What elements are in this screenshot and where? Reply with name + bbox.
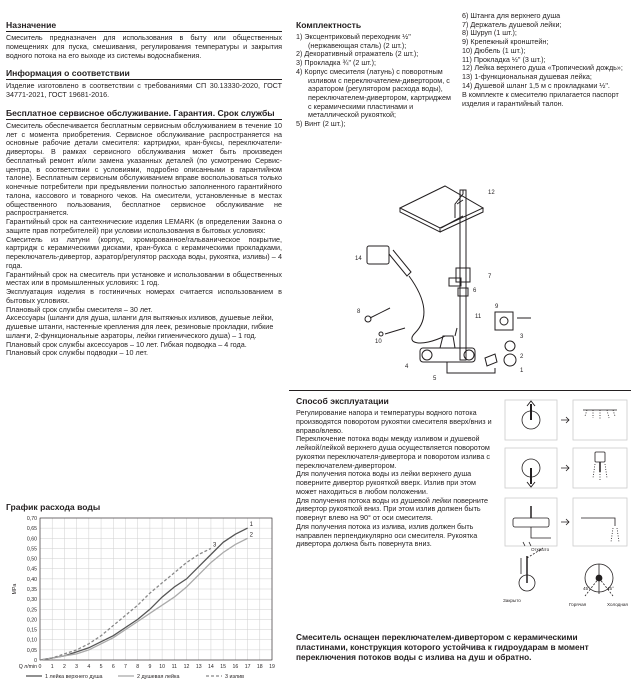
svg-text:1: 1 (520, 368, 524, 374)
chart-x-tick: 15 (220, 664, 227, 670)
completeness-section-right (462, 12, 628, 109)
chart-x-tick: 17 (244, 664, 251, 670)
flow-chart-svg (6, 514, 282, 680)
angle-left-label: 45° (583, 586, 590, 591)
completeness-item: 4) Корпус смесителя (латунь) с поворотным изливом с переключателем-дивертором, с аэратором (регулятором расхода воды), переключателем-дивертором, картриджем с керамическими пластинами и металлической рукояткой; (296, 66, 451, 120)
chart-x-tick: 5 (99, 664, 103, 670)
chart-y-tick: 0,25 (26, 607, 37, 614)
completeness-item: 8) Шуруп (1 шт.); (462, 28, 517, 38)
chart-y-tick: 0,60 (26, 536, 37, 543)
chart-y-tick: 0,40 (26, 576, 37, 583)
rain-shower-active-icon (573, 400, 627, 440)
chart-x-tick: 0 (38, 664, 42, 670)
completeness-section (296, 20, 456, 129)
operation-paragraph: Для получения потока воды из лейки верхнего душа поверните дивертор рукояткой вверх. Излив при этом может находиться в любом положении. (296, 469, 476, 496)
chart-y-tick: 0 (34, 658, 37, 664)
eccentric-icon (485, 341, 516, 366)
chart-y-tick: 0,30 (26, 597, 37, 604)
chart-x-tick: 9 (148, 664, 152, 670)
chart-y-tick: 0,10 (26, 637, 37, 644)
chart-x-tick: 14 (208, 664, 214, 670)
svg-text:9: 9 (495, 304, 499, 310)
chart-series-marker: 3 (212, 542, 217, 549)
svg-text:4: 4 (405, 364, 409, 370)
closed-label: Закрыто (503, 598, 521, 603)
completeness-title: Комплектность (296, 20, 362, 30)
completeness-list-right (462, 12, 628, 90)
svg-text:3: 3 (520, 334, 524, 340)
chart-y-tick: 0,05 (26, 647, 37, 654)
svg-text:14: 14 (355, 256, 362, 262)
completeness-note: В комплекте к смесителю прилагается паспорт изделия и гарантийный талон. (462, 90, 619, 109)
completeness-item: 13) 1-функциональная душевая лейка; (462, 71, 592, 81)
chart-x-tick: 12 (183, 664, 190, 670)
conformity-text: Изделие изготовлено в соответствии с требованиями СП 30.13330-2020, ГОСТ 34771-2021, ГОСТ 19681-2016. (6, 81, 282, 99)
chart-y-tick: 0,65 (26, 526, 37, 533)
chart-x-tick: 13 (195, 664, 202, 670)
chart-title: График расхода воды (6, 502, 101, 512)
svg-text:12: 12 (488, 190, 495, 196)
svg-text:8: 8 (357, 309, 361, 315)
completeness-item: 12) Лейка верхнего душа «Тропический дождь»; (462, 63, 623, 73)
warranty-paragraph: Плановый срок службы смесителя – 30 лет. (6, 304, 153, 314)
completeness-item: 14) Душевой шланг 1,5 м с прокладками ½". (462, 80, 610, 90)
warranty-paragraph: Гарантийный срок на сантехнические изделия LEMARK (в определении Закона о защите прав потребителей) при условии использования в бытовых условиях: (6, 217, 282, 235)
chart-y-tick: 0,35 (26, 587, 37, 593)
chart-y-tick: 0,45 (26, 566, 37, 573)
completeness-list-left (296, 33, 456, 129)
chart-x-tick: 4 (87, 664, 91, 670)
flow-chart (6, 502, 282, 680)
chart-x-tick: 10 (159, 664, 165, 670)
lever-open-close-icon (519, 548, 543, 591)
svg-text:11: 11 (475, 314, 482, 320)
lever-temperature-icon (585, 564, 613, 596)
completeness-item: 7) Держатель душевой лейки; (462, 19, 562, 29)
svg-text:6: 6 (473, 288, 477, 294)
hot-label: Горячая (569, 602, 587, 607)
diverter-note: Смеситель оснащен переключателем-дивертором с керамическими пластинами, конструкция которого устойчива к гидроударам в момент переключения потоков воды с излива на душ и обратно. (296, 632, 589, 663)
svg-text:7: 7 (488, 274, 492, 280)
completeness-item: 10) Дюбель (1 шт.); (462, 45, 526, 55)
fasteners-icon (365, 308, 531, 336)
chart-legend-label: 1 лейка верхнего душа (45, 674, 103, 680)
operation-paragraph: Для получения потока из излива, излив должен быть направлен перпендикулярно оси смесителя. Рукоятка дивертора должна быть повернута вниз. (296, 521, 478, 549)
chart-x-tick: 18 (256, 664, 263, 670)
conformity-title: Информация о соответствии (6, 68, 282, 80)
warranty-paragraph: Смеситель обеспечивается бесплатным сервисным обслуживанием в течение 10 лет с момента приобретения. Сервисное обслуживание распространяется на основные рабочие детали смесителя: картриджи, кран-буксы, переключатели-диверторы. В рамках сервисного обслуживания может быть произведен бесплатный ремонт и/или замена указанных деталей (по усмотрению Сервис-центра, в соответствии с условиями, подробно описанными в гарантийном талоне). Бесплатным сервисным обслуживанием вправе воспользоваться только конечные потребители при предъявлении полностью заполненного гарантийного талона, кассового и товарного чеков. На смесители, установленные в местах общественного пользования, бесплатное сервисное обслуживание не распространяется. (6, 120, 282, 218)
angle-right-label: 45° (607, 586, 614, 591)
operation-paragraph: Регулирование напора и температуры водного потока производятся поворотом рукоятки смесителя вверх/вниз и вправо/влево. (296, 408, 492, 435)
purpose-title: Назначение (6, 20, 282, 32)
chart-y-label: MPa (12, 583, 18, 595)
completeness-item: 2) Декоративный отражатель (2 шт.); (296, 49, 419, 59)
chart-x-tick: 3 (75, 664, 79, 670)
chart-x-tick: 1 (50, 664, 54, 670)
purpose-text: Смеситель предназначен для использования в быту или общественных помещениях для пуска, смешивания, регулирования температуры и закрытия водного потока на его выходе из системы водоснабжения. (6, 33, 282, 60)
chart-y-tick: 0,15 (26, 627, 37, 634)
chart-series-marker: 2 (249, 532, 253, 539)
warranty-title: Бесплатное сервисное обслуживание. Гарантия. Срок службы (6, 108, 282, 120)
operation-title: Способ эксплуатации (296, 396, 389, 406)
chart-series-marker: 1 (249, 522, 253, 529)
chart-y-tick: 0,70 (26, 516, 37, 522)
left-column (6, 20, 282, 358)
chart-x-tick: 7 (124, 664, 127, 670)
operation-section (296, 396, 498, 549)
warranty-paragraph: Смеситель из латуни (корпус, хромированное/гальваническое покрытие, картридж с керамическими дисками, кран-букса с керамическими прокладками, переключатель-дивертор, аэратор/регулятор расхода воды, рукоятка, изливы) – 4 года. (6, 234, 282, 270)
open-label: Открыто (531, 547, 550, 552)
completeness-item: 9) Крепежный кронштейн; (462, 37, 549, 47)
mixer-illustration (345, 168, 585, 383)
chart-x-tick: 6 (111, 664, 115, 670)
operation-paragraph: Для получения потока воды из душевой лейки поверните дивертор рукояткой вниз. При этом излив должен быть повернут влево на 90° от оси смесителя. (296, 495, 489, 522)
chart-x-tick: 16 (232, 664, 239, 670)
chart-x-tick: 8 (136, 664, 140, 670)
chart-legend-label: 2 душевая лейка (137, 674, 180, 680)
chart-y-tick: 0,50 (26, 556, 37, 563)
rain-shower-head-icon (400, 186, 483, 232)
cold-label: Холодная (607, 602, 628, 607)
chart-y-tick: 0,20 (26, 617, 37, 624)
operation-paragraph: Переключение потока воды между изливом и душевой лейкой/лейкой верхнего душа осуществляется поворотом рукоятки переключателя-дивертора и поворотом излива с переключателем-дивертором. (296, 434, 491, 470)
chart-x-label: Q л/min (18, 664, 37, 670)
warranty-paragraph: Гарантийный срок на смеситель при установке и использовании в общественных местах или в промышленных условиях: 1 год. (6, 269, 282, 288)
chart-x-tick: 2 (62, 664, 66, 670)
completeness-item: 6) Штанга для верхнего душа (462, 11, 561, 20)
svg-text:5: 5 (433, 376, 437, 382)
chart-series-line (40, 528, 248, 660)
chart-x-tick: 19 (269, 664, 275, 670)
svg-text:2: 2 (520, 354, 524, 360)
warranty-paragraph: Эксплуатация изделия в гостиничных номерах считается использованием в бытовых условиях. (6, 287, 282, 305)
svg-text:10: 10 (375, 339, 382, 345)
completeness-item: 3) Прокладка ¾" (2 шт.); (296, 58, 377, 68)
completeness-item: 11) Прокладка ½" (3 шт.); (462, 54, 546, 64)
chart-y-tick: 0,55 (26, 546, 37, 553)
mixer-body-icon (420, 328, 495, 373)
chart-legend-label: 3 излив (225, 674, 244, 680)
completeness-item: 1) Эксцентриковый переходник ½" (нержавеющая сталь) (2 шт.); (296, 32, 411, 50)
chart-x-tick: 11 (171, 664, 178, 670)
operation-icons (503, 398, 631, 620)
completeness-item: 5) Винт (2 шт.); (296, 119, 346, 129)
warranty-paragraph: Аксессуары (шланги для душа, шланги для вытяжных изливов, душевые лейки, душевые штанги, настенные крепления для леек, резиновые прокладки, гибкие шланги, 2-функциональные аэраторы, лейки гигиенического душа) – 1 год. Плановый срок службы аксессуаров – 10 лет. Гибкая подводка – 4 года. Плановый срок службы подводки – 10 лет. (6, 313, 274, 358)
shower-hose-icon (409, 276, 445, 343)
hand-shower-icon (367, 246, 411, 276)
